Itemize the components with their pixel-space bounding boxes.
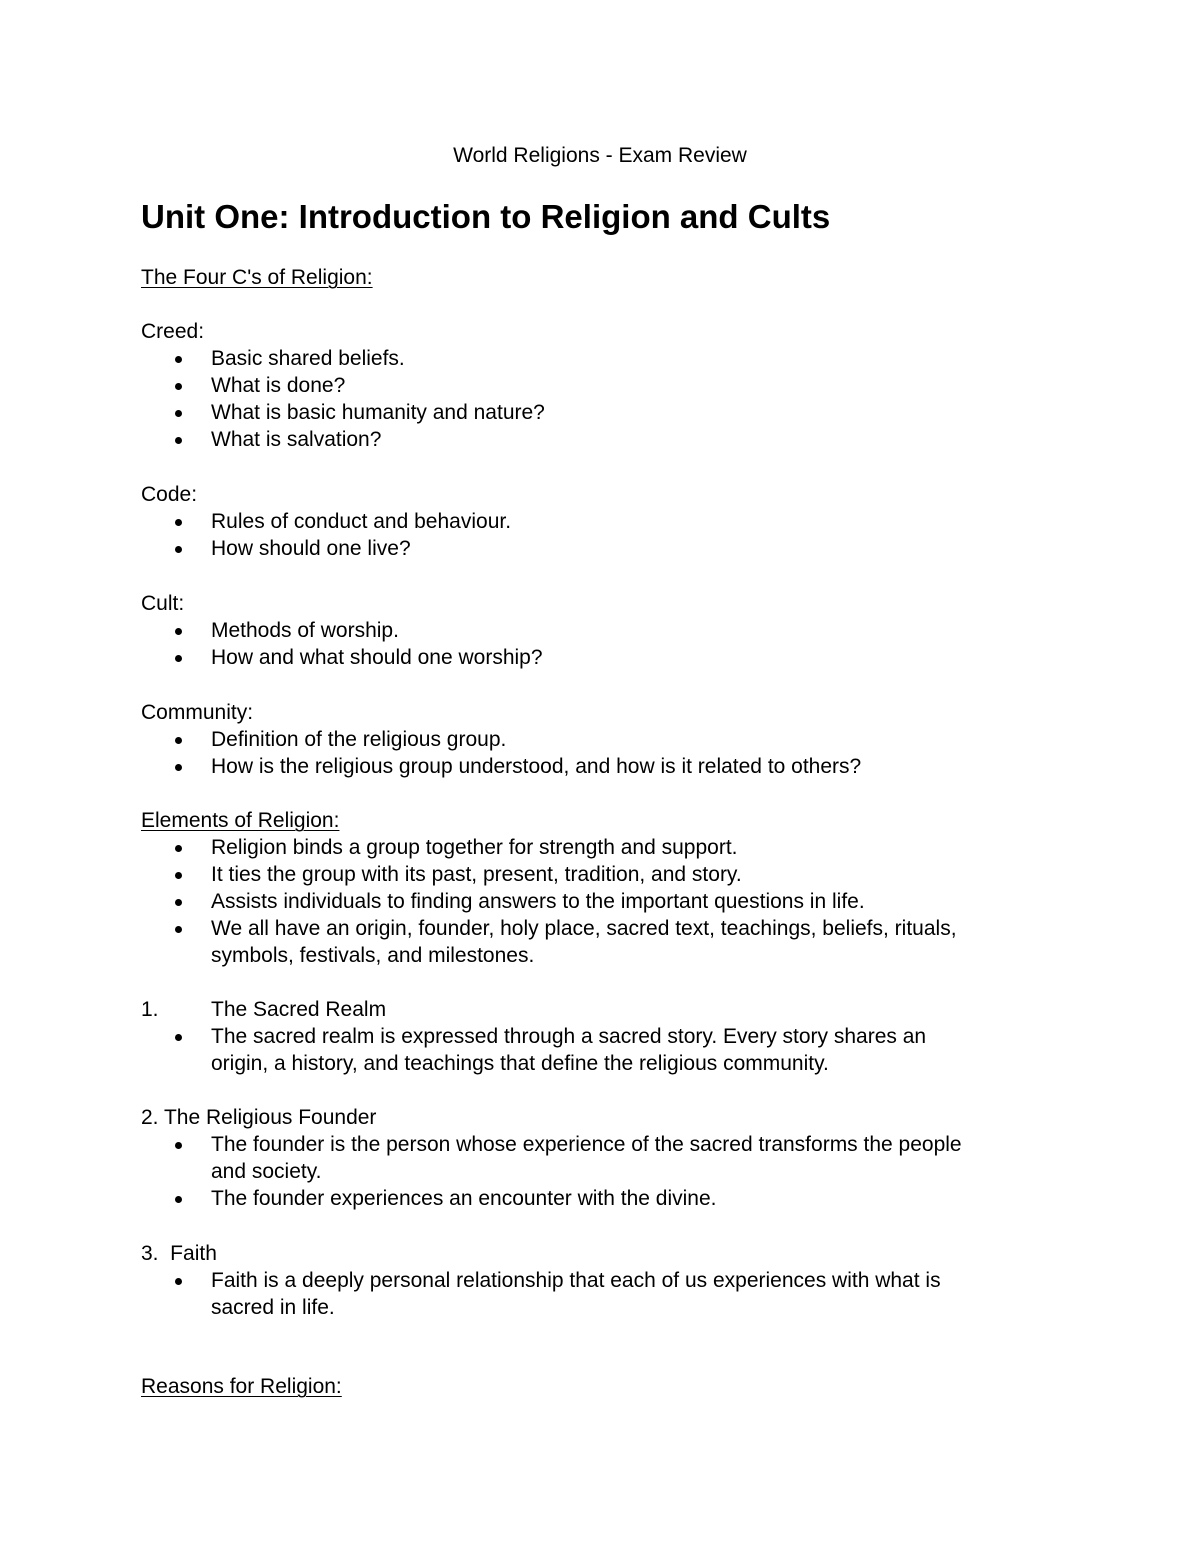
list-item: Methods of worship. — [173, 617, 543, 644]
bullet-icon — [175, 519, 182, 526]
sacred-realm-title: The Sacred Realm — [211, 998, 387, 1021]
list-item-continuation: symbols, festivals, and milestones. — [211, 944, 535, 967]
document-title: World Religions - Exam Review — [453, 144, 747, 167]
creed-label: Creed: — [141, 320, 205, 343]
list-item: How should one live? — [173, 535, 511, 562]
elements-heading: Elements of Religion: — [141, 809, 340, 832]
founder-heading: 2. The Religious Founder — [141, 1106, 377, 1129]
bullet-icon — [175, 1034, 182, 1041]
bullet-icon — [175, 437, 182, 444]
list-item: How and what should one worship? — [173, 644, 543, 671]
bullet-icon — [175, 926, 182, 933]
list-item-continuation: sacred in life. — [211, 1296, 335, 1319]
list-item: Definition of the religious group. — [173, 726, 861, 753]
bullet-icon — [175, 872, 182, 879]
bullet-icon — [175, 1278, 182, 1285]
bullet-icon — [175, 410, 182, 417]
bullet-icon — [175, 356, 182, 363]
list-item: What is basic humanity and nature? — [173, 399, 545, 426]
elements-list — [173, 834, 957, 969]
list-item: The sacred realm is expressed through a sacred story. Every story shares an — [173, 1023, 926, 1050]
list-item-continuation: and society. — [211, 1160, 322, 1183]
list-item-continuation: origin, a history, and teachings that define the religious community. — [211, 1052, 829, 1075]
list-item: The founder experiences an encounter with the divine. — [173, 1185, 962, 1212]
list-item: How is the religious group understood, and how is it related to others? — [173, 753, 861, 780]
list-item: Rules of conduct and behaviour. — [173, 508, 511, 535]
list-item: What is salvation? — [173, 426, 545, 453]
list-item: It ties the group with its past, present, tradition, and story. — [173, 861, 957, 888]
code-label: Code: — [141, 483, 198, 506]
list-item: Religion binds a group together for strength and support. — [173, 834, 957, 861]
bullet-icon — [175, 383, 182, 390]
bullet-icon — [175, 764, 182, 771]
bullet-icon — [175, 1142, 182, 1149]
sacred-realm-number: 1. — [141, 998, 159, 1021]
bullet-icon — [175, 899, 182, 906]
community-list — [173, 726, 861, 780]
bullet-icon — [175, 845, 182, 852]
list-item: We all have an origin, founder, holy place, sacred text, teachings, beliefs, rituals, — [173, 915, 957, 942]
list-item: What is done? — [173, 372, 545, 399]
list-item: Basic shared beliefs. — [173, 345, 545, 372]
community-label: Community: — [141, 701, 254, 724]
bullet-icon — [175, 1196, 182, 1203]
four-cs-heading: The Four C's of Religion: — [141, 266, 373, 289]
faith-list — [173, 1267, 941, 1321]
bullet-icon — [175, 628, 182, 635]
code-list — [173, 508, 511, 562]
bullet-icon — [175, 655, 182, 662]
bullet-icon — [175, 546, 182, 553]
list-item: Assists individuals to finding answers to the important questions in life. — [173, 888, 957, 915]
cult-label: Cult: — [141, 592, 185, 615]
founder-list — [173, 1131, 962, 1212]
cult-list — [173, 617, 543, 671]
sacred-realm-list — [173, 1023, 926, 1077]
creed-list — [173, 345, 545, 453]
list-item: The founder is the person whose experience of the sacred transforms the people — [173, 1131, 962, 1158]
faith-heading: 3. Faith — [141, 1242, 217, 1265]
reasons-heading: Reasons for Religion: — [141, 1375, 342, 1398]
list-item: Faith is a deeply personal relationship that each of us experiences with what is — [173, 1267, 941, 1294]
bullet-icon — [175, 737, 182, 744]
unit-heading: Unit One: Introduction to Religion and Cults — [141, 198, 831, 235]
